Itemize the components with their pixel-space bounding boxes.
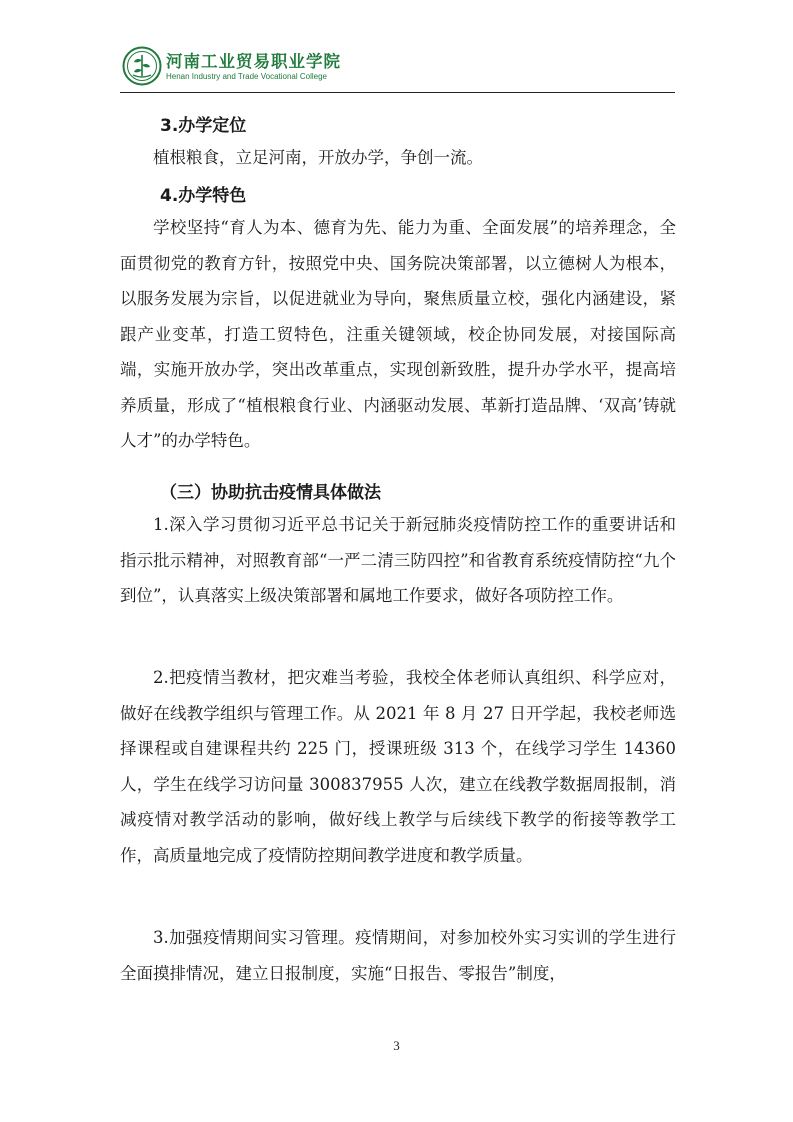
college-emblem-icon [122, 46, 162, 86]
paragraph-epidemic-2: 2.把疫情当教材，把灾难当考验，我校全体老师认真组织、科学应对，做好在线教学组织与管理工作。从 2021 年 8 月 27 日开学起，我校老师选择课程或自建课程共约 225 门，授课班级 313 个，在线学习学生 14360 人，学生在线学习访问量 300837955 人次，建立在线教学数据周报制，消减疫情对教学活动的影响，做好线上教学与后续线下教学的衔接等教学工作，高质量地完成了疫情防控期间教学进度和教学质量。 [120, 668, 676, 865]
school-name-cn: 河南工业贸易职业学院 [166, 52, 341, 71]
paragraph-epidemic-3: 3.加强疫情期间实习管理。疫情期间，对参加校外实习实训的学生进行全面摸排情况，建立日报制度，实施“日报告、零报告”制度， [120, 928, 676, 983]
page-header [120, 44, 675, 92]
paragraph-positioning: 植根粮食，立足河南，开放办学，争创一流。 [153, 148, 483, 167]
heading-features: 4.办学特色 [160, 186, 247, 206]
heading-epidemic-measures: （三）协助抗击疫情具体做法 [160, 483, 381, 503]
heading-positioning: 3.办学定位 [160, 116, 247, 136]
school-name-en: Henan Industry and Trade Vocational College [166, 72, 327, 81]
page-number: 3 [393, 1038, 400, 1053]
paragraph-features: 学校坚持“育人为本、德育为先、能力为重、全面发展”的培养理念，全面贯彻党的教育方针，按照党中央、国务院决策部署，以立德树人为根本，以服务发展为宗旨，以促进就业为导向，聚焦质量立校，强化内涵建设，紧跟产业变革，打造工贸特色，注重关键领域，校企协同发展，对接国际高端，实施开放办学，突出改革重点，实现创新致胜，提升办学水平，提高培养质量，形成了“植根粮食行业、内涵驱动发展、革新打造品牌、‘双高’铸就人才”的办学特色。 [120, 218, 676, 450]
header-divider [120, 92, 675, 93]
paragraph-epidemic-1: 1.深入学习贯彻习近平总书记关于新冠肺炎疫情防控工作的重要讲话和指示批示精神，对照教育部“一严二清三防四控”和省教育系统疫情防控“九个到位”，认真落实上级决策部署和属地工作要求，做好各项防控工作。 [120, 515, 676, 605]
